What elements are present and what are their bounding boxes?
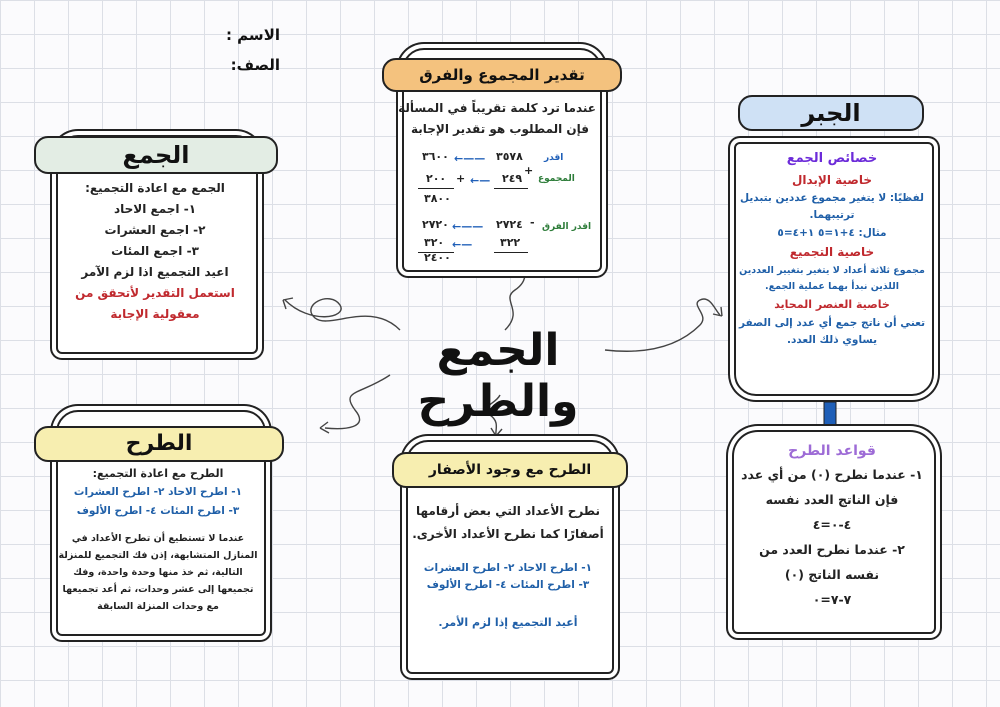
identity-line: تعني أن ناتج جمع أي عدد إلى الصفر bbox=[738, 316, 926, 329]
plus-icon: + bbox=[524, 164, 534, 177]
zeros-step: ٣- اطرح المئات ٤- اطرح الألوف bbox=[426, 579, 590, 592]
diff-result: ٢٤٠٠ bbox=[424, 251, 451, 264]
name-label: الاسم : bbox=[225, 26, 280, 44]
addition-title: الجمع bbox=[122, 141, 190, 169]
subtraction-para: مع وحدات المنزلة السابقة bbox=[97, 601, 219, 613]
sub-rule-line: فإن الناتج العدد نفسه bbox=[765, 492, 899, 508]
zeros-step: ١- اطرح الاحاد ٢- اطرح العشرات bbox=[423, 561, 593, 574]
diff-b-est: ٣٢٠ bbox=[424, 236, 445, 249]
estimation-intro-line: عندما ترد كلمة تقريباً في المسألة bbox=[398, 101, 596, 115]
commutative-title: خاصية الإبدال bbox=[791, 172, 873, 187]
sum-rule bbox=[494, 188, 528, 189]
subtraction-banner bbox=[34, 426, 284, 462]
associative-line: مجموع ثلاثة أعداد لا يتغير بتغيير العددين bbox=[739, 265, 925, 277]
zeros-footer: أعيد التجميع إذا لزم الأمر. bbox=[438, 616, 578, 630]
addition-note: استعمل التقدير لأتحقق من bbox=[75, 286, 235, 300]
arrow-icon: ←— bbox=[470, 174, 491, 187]
arrow-icon: ←—— bbox=[452, 220, 484, 233]
addition-line: ٢- اجمع العشرات bbox=[104, 223, 206, 237]
subtraction-line: الطرح مع اعادة التجميع: bbox=[92, 467, 224, 480]
label-round: اقدر bbox=[544, 153, 564, 163]
zeros-title: الطرح مع وجود الأصفار bbox=[428, 462, 592, 478]
plus-icon: + bbox=[456, 172, 466, 185]
sub-rules-title: قواعد الطرح bbox=[788, 443, 876, 459]
diff-a: ٢٧٢٤ bbox=[496, 218, 523, 231]
subtraction-body bbox=[58, 464, 258, 615]
addition-line: اعيد التجميع اذا لزم الآمر bbox=[81, 265, 229, 279]
diff-rule bbox=[494, 252, 528, 253]
sum-a: ٣٥٧٨ bbox=[496, 150, 523, 163]
sum-rule bbox=[418, 188, 454, 189]
sub-rule-line: نفسه الناتج (٠) bbox=[784, 567, 880, 583]
zeros-body bbox=[408, 500, 608, 633]
sub-rule-line: ٤-٠=٤ bbox=[812, 517, 852, 533]
identity-line: يساوي ذلك العدد. bbox=[786, 333, 878, 346]
addition-line: ١- اجمع الاحاد bbox=[113, 202, 197, 216]
commutative-line: مثال: ٤+١=٥ ١+٤=٥ bbox=[777, 226, 887, 239]
estimation-intro bbox=[398, 98, 596, 140]
sub-rules-body bbox=[734, 440, 930, 612]
subtraction-para: عندما لا تستطيع أن تطرح الأعداد في bbox=[71, 533, 245, 544]
estimation-intro-line: فإن المطلوب هو تقدير الإجابة bbox=[410, 122, 590, 136]
zeros-intro: أصفارًا كما نطرح الأعداد الأخرى. bbox=[412, 526, 604, 541]
estimation-banner bbox=[382, 58, 622, 92]
zeros-intro: نطرح الأعداد التي بعض أرقامها bbox=[415, 504, 601, 518]
sum-b-est: ٢٠٠ bbox=[426, 172, 447, 185]
estimation-title: تقدير المجموع والفرق bbox=[419, 66, 585, 84]
addition-body bbox=[60, 178, 250, 325]
label-sum: المجموع bbox=[538, 174, 575, 184]
subtraction-line: ١- اطرح الاحاد ٢- اطرح العشرات bbox=[73, 486, 243, 499]
sum-a-est: ٣٦٠٠ bbox=[422, 150, 449, 163]
algebra-body bbox=[736, 148, 928, 349]
sub-rule-line: ١- عندما نطرح (٠) من أي عدد bbox=[741, 467, 923, 483]
addition-line: الجمع مع اعادة التجميع: bbox=[85, 181, 225, 195]
subtraction-line: ٣- اطرح المئات ٤- اطرح الألوف bbox=[76, 504, 240, 517]
sum-b: ٢٤٩ bbox=[502, 172, 523, 185]
zeros-banner bbox=[392, 452, 628, 488]
commutative-line: ترتيبهما. bbox=[809, 209, 855, 222]
subtraction-para: المنازل المتشابهة، إذن فك التجميع للمنزلة bbox=[58, 550, 258, 562]
minus-icon: - bbox=[530, 216, 535, 229]
class-label: الصف: bbox=[230, 56, 280, 74]
arrow-icon: ←—— bbox=[454, 152, 486, 165]
addition-banner bbox=[34, 136, 278, 174]
estimation-example bbox=[412, 148, 592, 263]
subtraction-para: التالية، ثم خذ منها وحدة واحدة، وفك bbox=[73, 567, 243, 579]
diff-a-est: ٢٧٢٠ bbox=[422, 218, 449, 231]
addition-line: ٣- اجمع المئات bbox=[111, 244, 199, 258]
subtraction-para: تجميعها إلى عشر وحدات، ثم أعد تجميعها bbox=[62, 584, 254, 596]
label-diff: اقدر الفرق bbox=[542, 222, 592, 232]
sub-rule-line: ٢- عندما نطرح العدد من bbox=[759, 542, 905, 558]
identity-title: خاصية العنصر المحايد bbox=[774, 297, 890, 311]
addition-note: معقولية الإجابة bbox=[110, 307, 200, 321]
sub-rule-line: ٧-٧=٠ bbox=[812, 592, 852, 608]
algebra-banner bbox=[738, 95, 924, 131]
diff-b: ٣٢٢ bbox=[500, 236, 521, 249]
commutative-line: لفظيًا: لا يتغير مجموع عددين بتبديل bbox=[739, 191, 924, 204]
algebra-title: الجبر bbox=[801, 99, 861, 127]
associative-title: خاصية التجميع bbox=[789, 244, 875, 259]
props-title: خصائص الجمع bbox=[786, 151, 878, 166]
sum-result: ٣٨٠٠ bbox=[424, 192, 451, 205]
subtraction-title: الطرح bbox=[125, 431, 193, 456]
arrow-icon: ←— bbox=[452, 238, 473, 251]
associative-line: اللذين نبدأ بهما عملية الجمع. bbox=[764, 281, 899, 293]
center-title: الجمع والطرح bbox=[417, 325, 579, 427]
